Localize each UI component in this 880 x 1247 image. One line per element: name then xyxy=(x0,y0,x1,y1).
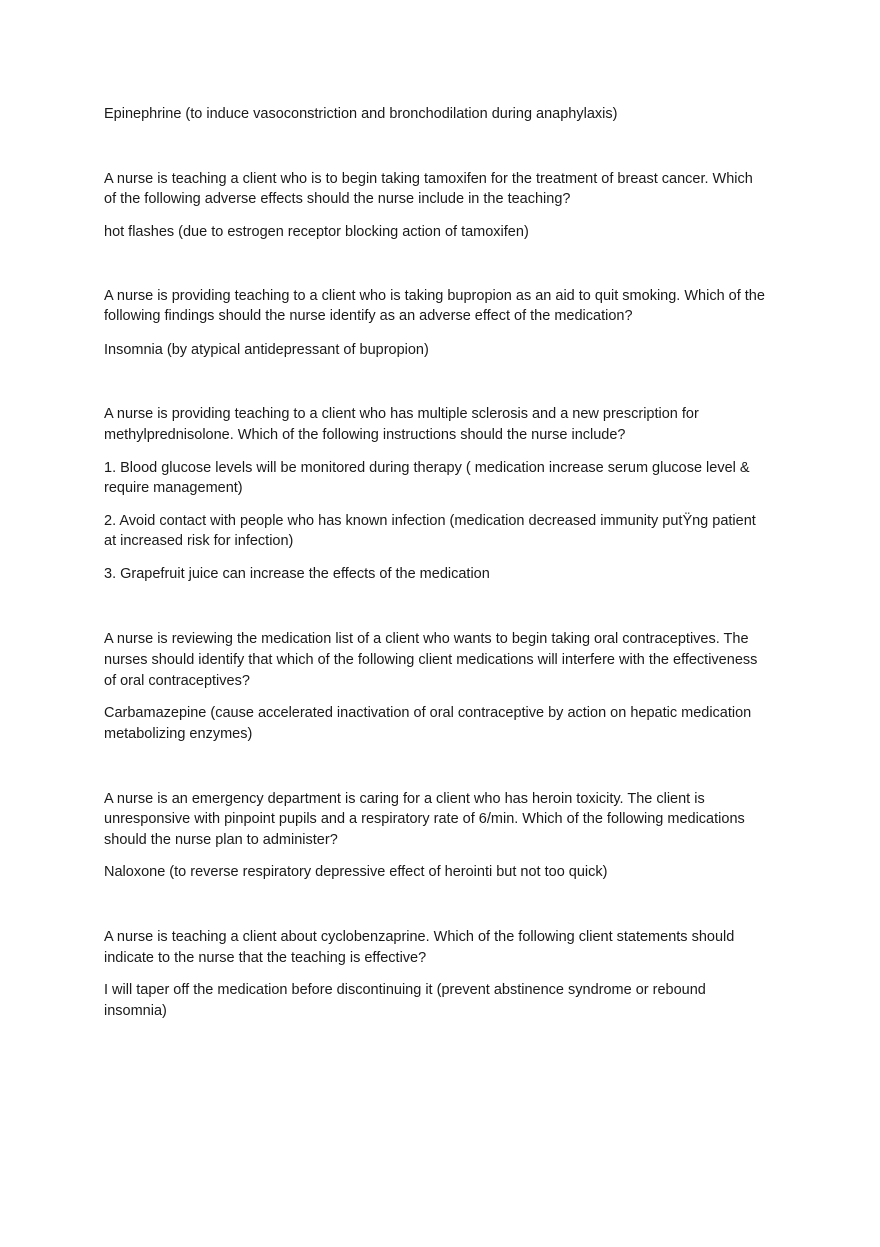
question-bupropion-line-1: A nurse is providing teaching to a client who is taking bupropion as an aid to quit smoking. Which of the xyxy=(104,288,765,304)
question-contraceptives-line-2: nurses should identify that which of the following client medications will interfere with the effectiveness xyxy=(104,652,758,668)
answer-cyclobenzaprine-line-1: I will taper off the medication before discontinuing it (prevent abstinence syndrome or rebound xyxy=(104,982,706,998)
question-tamoxifen-line-1: A nurse is teaching a client who is to begin taking tamoxifen for the treatment of breast cancer. Which xyxy=(104,171,753,187)
answer-item-2-line-1: 2. Avoid contact with people who has known infection (medication decreased immunity putŸng patient xyxy=(104,513,756,529)
question-heroin-line-1: A nurse is an emergency department is caring for a client who has heroin toxicity. The client is xyxy=(104,791,705,807)
answer-carbamazepine-line-1: Carbamazepine (cause accelerated inactivation of oral contraceptive by action on hepatic medication xyxy=(104,705,752,721)
answer-epinephrine: Epinephrine (to induce vasoconstriction and bronchodilation during anaphylaxis) xyxy=(104,106,618,122)
answer-bupropion: Insomnia (by atypical antidepressant of bupropion) xyxy=(104,342,429,358)
answer-item-3: 3. Grapefruit juice can increase the effects of the medication xyxy=(104,566,490,582)
question-cyclobenzaprine-line-1: A nurse is teaching a client about cyclobenzaprine. Which of the following client statements should xyxy=(104,929,735,945)
question-contraceptives-line-1: A nurse is reviewing the medication list of a client who wants to begin taking oral contraceptives. The xyxy=(104,631,749,647)
answer-tamoxifen: hot flashes (due to estrogen receptor blocking action of tamoxifen) xyxy=(104,224,529,240)
question-tamoxifen-line-2: of the following adverse effects should the nurse include in the teaching? xyxy=(104,191,571,207)
question-contraceptives-line-3: of oral contraceptives? xyxy=(104,673,250,689)
answer-item-1-line-2: require management) xyxy=(104,480,243,496)
question-heroin-line-3: should the nurse plan to administer? xyxy=(104,832,338,848)
answer-carbamazepine-line-2: metabolizing enzymes) xyxy=(104,726,253,742)
question-methylprednisolone-line-2: methylprednisolone. Which of the following instructions should the nurse include? xyxy=(104,427,626,443)
question-cyclobenzaprine-line-2: indicate to the nurse that the teaching is effective? xyxy=(104,950,427,966)
answer-item-2-line-2: at increased risk for infection) xyxy=(104,533,294,549)
answer-item-1-line-1: 1. Blood glucose levels will be monitored during therapy ( medication increase serum glucose level & xyxy=(104,460,750,476)
answer-naloxone: Naloxone (to reverse respiratory depressive effect of herointi but not too quick) xyxy=(104,864,608,880)
question-heroin-line-2: unresponsive with pinpoint pupils and a respiratory rate of 6/min. Which of the following medications xyxy=(104,811,745,827)
question-bupropion-line-2: following findings should the nurse identify as an adverse effect of the medication? xyxy=(104,308,633,324)
question-methylprednisolone-line-1: A nurse is providing teaching to a client who has multiple sclerosis and a new prescription for xyxy=(104,406,699,422)
answer-cyclobenzaprine-line-2: insomnia) xyxy=(104,1003,167,1019)
